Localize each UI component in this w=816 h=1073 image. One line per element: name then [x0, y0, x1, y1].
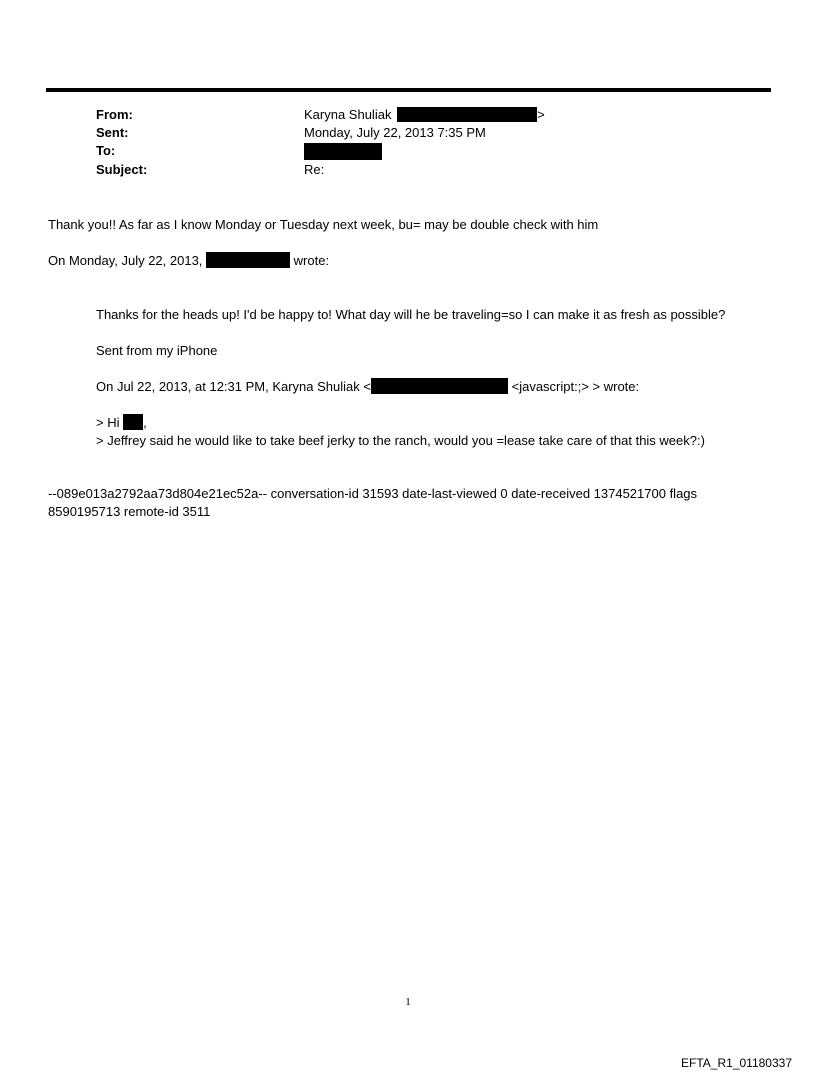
bates-number: EFTA_R1_01180337	[681, 1056, 792, 1070]
reply-text: Thank you!! As far as I know Monday or Tuesday next week, bu= may be double check with him	[48, 217, 599, 232]
redaction-box	[123, 414, 143, 430]
attribution-prefix: On Monday, July 22, 2013,	[48, 253, 203, 268]
from-name: Karyna Shuliak	[304, 107, 392, 122]
redaction-box	[371, 378, 508, 394]
page-number: 1	[405, 996, 411, 1008]
redaction-box	[206, 252, 290, 268]
message-metadata: --089e013a2792aa73d804e21ec52a-- conversation-id 31593 date-last-viewed 0 date-received 1374521700 flags 8590195713 remote-id 3511	[48, 486, 698, 519]
subject-label: Subject:	[96, 162, 148, 177]
redaction-box	[397, 107, 537, 122]
from-label: From:	[96, 107, 133, 122]
quoted-greeting	[96, 414, 147, 432]
quoted-text: Thanks for the heads up! I'd be happy to! What day will he be traveling=so I can make it as fresh as possible?	[96, 307, 726, 322]
redaction-box	[304, 143, 382, 160]
sent-label: Sent:	[96, 125, 129, 140]
attribution-line	[48, 252, 329, 270]
quoted-attribution-suffix: <javascript:;> > wrote:	[511, 379, 640, 394]
quoted-greeting-prefix: > Hi	[96, 415, 120, 430]
quoted-signature: Sent from my iPhone	[96, 343, 218, 358]
quoted-attribution-prefix: On Jul 22, 2013, at 12:31 PM, Karyna Shuliak <	[96, 379, 371, 394]
to-value	[304, 143, 382, 162]
header-rule	[46, 88, 771, 92]
from-suffix: >	[537, 107, 545, 122]
to-label: To:	[96, 143, 116, 158]
subject-value: Re:	[304, 162, 325, 177]
quoted-greeting-suffix: ,	[143, 415, 147, 430]
sent-value: Monday, July 22, 2013 7:35 PM	[304, 125, 486, 140]
attribution-suffix: wrote:	[293, 253, 330, 268]
email-header	[48, 106, 808, 182]
quoted-message: > Jeffrey said he would like to take beef jerky to the ranch, would you =lease take care of that this week?:)	[96, 433, 705, 448]
quoted-attribution	[96, 378, 639, 396]
from-value	[304, 106, 545, 124]
